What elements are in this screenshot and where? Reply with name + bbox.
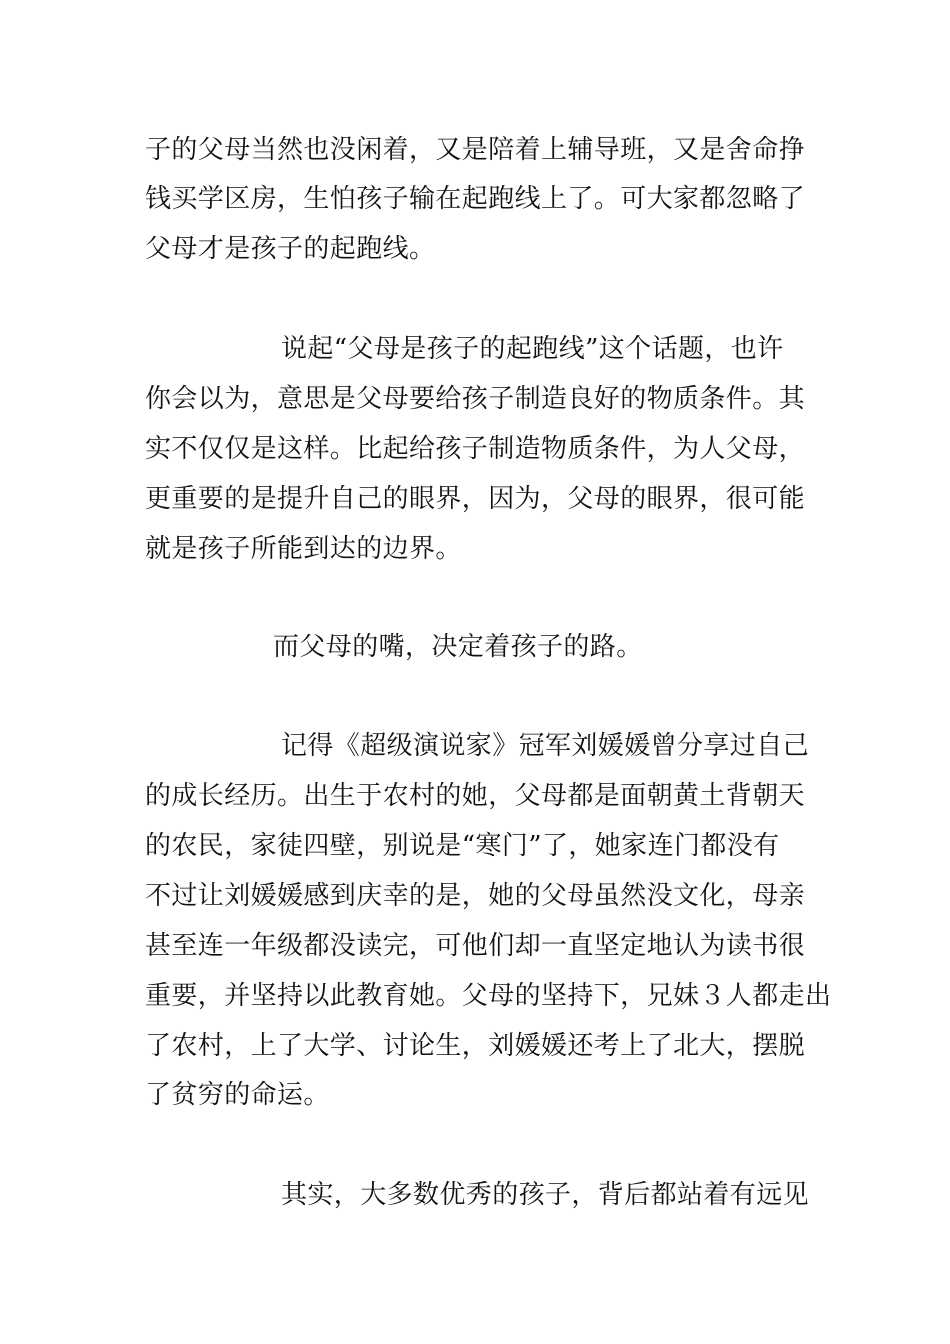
paragraph-3-line-1: 而父母的嘴，决定着孩子的路。 (273, 632, 643, 662)
paragraph-4-line-1: 记得《超级演说家》冠军刘媛媛曾分享过自己 (281, 731, 810, 761)
paragraph-4-line-2: 的成长经历。出生于农村的她，父母都是面朝黄土背朝天 (145, 781, 806, 811)
paragraph-2-line-1: 说起“父母是孩子的起跑线”这个话题，也许 (281, 334, 784, 364)
paragraph-4-line-7: 了农村，上了大学、讨论生，刘媛媛还考上了北大，摆脱 (145, 1031, 806, 1061)
paragraph-4-line-6: 重要，并坚持以此教育她。父母的坚持下，兄妹３人都走出 (145, 981, 832, 1011)
paragraph-2-line-4: 更重要的是提升自己的眼界，因为，父母的眼界，很可能 (145, 484, 806, 514)
paragraph-4-line-5: 甚至连一年级都没读完，可他们却一直坚定地认为读书很 (145, 931, 806, 961)
paragraph-5-line-1: 其实，大多数优秀的孩子，背后都站着有远见 (281, 1180, 810, 1210)
paragraph-2-line-5: 就是孩子所能到达的边界。 (145, 534, 462, 564)
paragraph-4-line-8: 了贫穷的命运。 (145, 1080, 330, 1110)
paragraph-1-line-2: 钱买学区房，生怕孩子输在起跑线上了。可大家都忽略了 (145, 184, 806, 214)
paragraph-4-line-3: 的农民，家徒四壁，别说是“寒门”了，她家连门都没有 (145, 831, 780, 861)
paragraph-2-line-2: 你会以为，意思是父母要给孩子制造良好的物质条件。其 (145, 384, 806, 414)
paragraph-1-line-3: 父母才是孩子的起跑线。 (145, 234, 436, 264)
paragraph-4-line-4: 不过让刘媛媛感到庆幸的是，她的父母虽然没文化，母亲 (145, 881, 806, 911)
paragraph-2-line-3: 实不仅仅是这样。比起给孩子制造物质条件，为人父母， (145, 434, 806, 464)
paragraph-1-line-1: 子的父母当然也没闲着，又是陪着上辅导班，又是舍命挣 (145, 135, 806, 165)
